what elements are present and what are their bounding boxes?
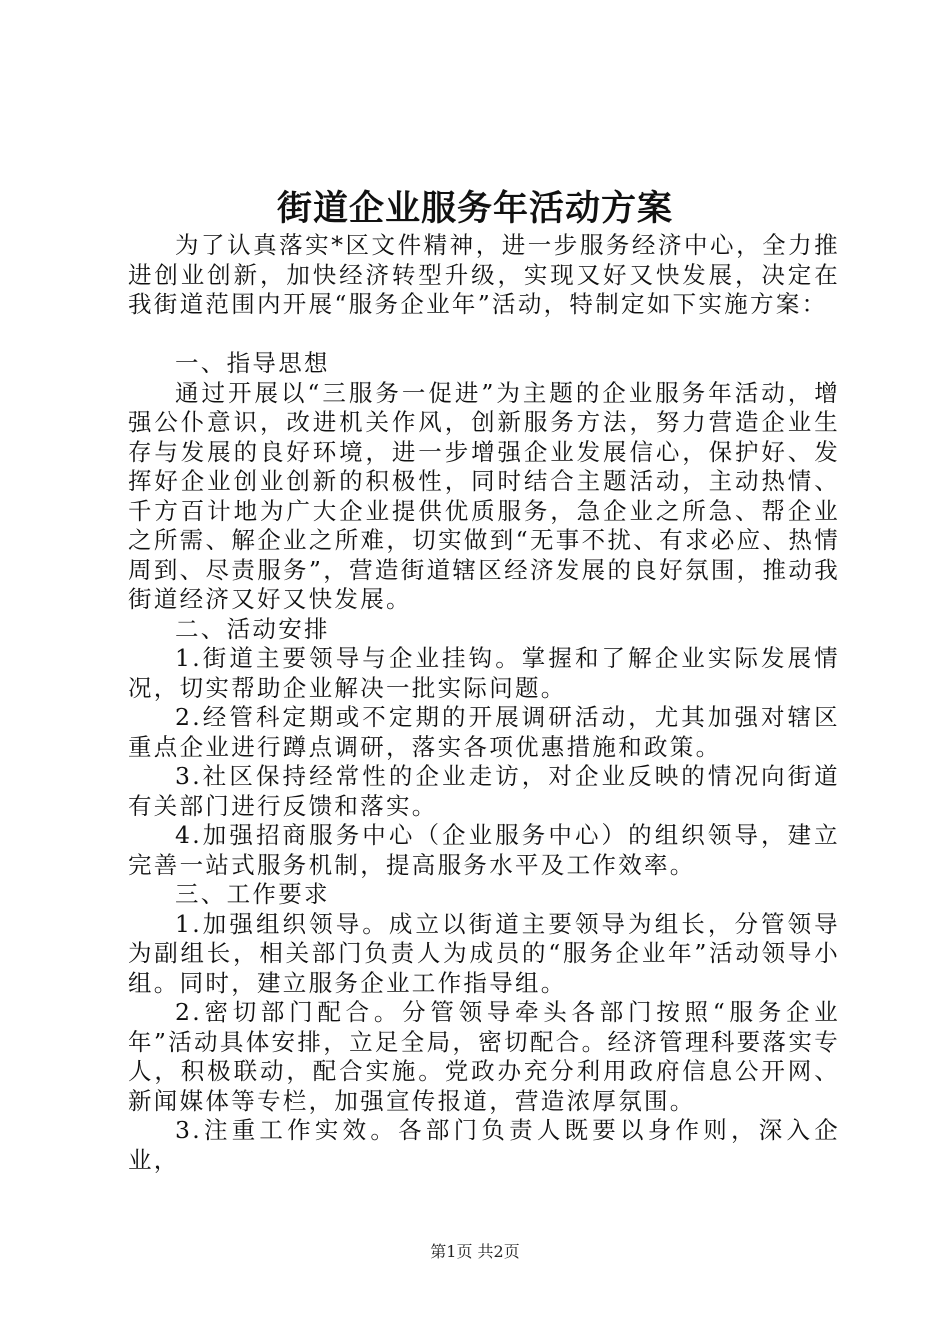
intro-paragraph: 为了认真落实*区文件精神，进一步服务经济中心，全力推进创业创新，加快经济转型升级，实现又好又快发展，决定在我街道范围内开展“服务企业年”活动，特制定如下实施方案： bbox=[128, 231, 840, 318]
guiding-thought-paragraph: 通过开展以“三服务一促进”为主题的企业服务年活动，增强公仆意识，改进机关作风，创新服务方法，努力营造企业生存与发展的良好环境，进一步增强企业发展信心，保护好、发挥好企业创业创新的积极性，同时结合主题活动，主动热情、千方百计地为广大企业提供优质服务，急企业之所急、帮企业之所需、解企业之所难，切实做到“无事不扰、有求必应、热情周到、尽责服务”，营造街道辖区经济发展的良好氛围，推动我街道经济又好又快发展。 bbox=[128, 378, 840, 613]
activity-item-2: 2.经管科定期或不定期的开展调研活动，尤其加强对辖区重点企业进行蹲点调研，落实各项优惠措施和政策。 bbox=[128, 703, 840, 761]
section-heading-work-requirements: 三、工作要求 bbox=[175, 880, 330, 908]
requirement-item-3: 3.注重工作实效。各部门负责人既要以身作则，深入企业， bbox=[128, 1116, 840, 1174]
page-footer: 第1页 共2页 bbox=[430, 1242, 520, 1261]
document-body bbox=[128, 231, 840, 1175]
requirement-item-1: 1.加强组织领导。成立以街道主要领导为组长，分管领导为副组长，相关部门负责人为成员的“服务企业年”活动领导小组。同时，建立服务企业工作指导组。 bbox=[128, 909, 840, 997]
section-heading-activity-arrangement: 二、活动安排 bbox=[175, 614, 330, 643]
activity-item-3: 3.社区保持经常性的企业走访，对企业反映的情况向街道有关部门进行反馈和落实。 bbox=[128, 762, 840, 820]
requirement-item-2: 2.密切部门配合。分管领导牵头各部门按照“服务企业年”活动具体安排，立足全局，密切配合。经济管理科要落实专人，积极联动，配合实施。党政办充分利用政府信息公开网、新闻媒体等专栏，加强宣传报道，营造浓厚氛围。 bbox=[128, 998, 840, 1115]
activity-item-1: 1.街道主要领导与企业挂钩。掌握和了解企业实际发展情况，切实帮助企业解决一批实际问题。 bbox=[128, 644, 840, 702]
document-title: 街道企业服务年活动方案 bbox=[276, 188, 673, 229]
activity-item-4: 4.加强招商服务中心（企业服务中心）的组织领导，建立完善一站式服务机制，提高服务水平及工作效率。 bbox=[128, 821, 840, 879]
section-heading-guiding-thought: 一、指导思想 bbox=[175, 349, 330, 377]
